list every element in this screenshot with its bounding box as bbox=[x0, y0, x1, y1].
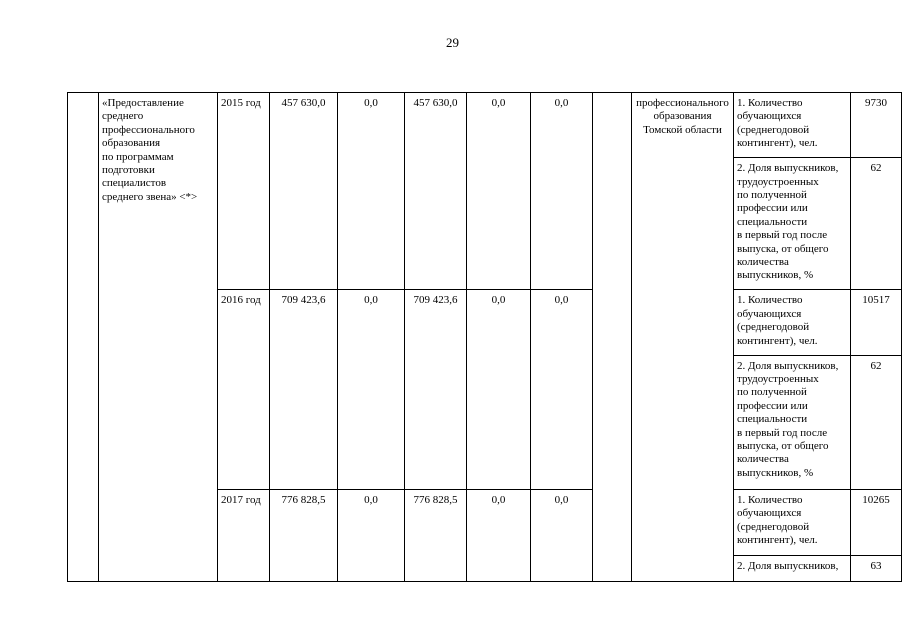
service-line: подготовки bbox=[102, 164, 155, 177]
indicator-line: обучающихся bbox=[737, 307, 802, 320]
table-row bbox=[68, 93, 902, 158]
indicator-line: обучающихся bbox=[737, 110, 802, 123]
responsible-line: профессионального bbox=[636, 97, 729, 109]
indicator-line: 1. Количество bbox=[737, 493, 803, 506]
indicator-line: трудоустроенных bbox=[737, 372, 819, 385]
service-line: среднего звена» <*> bbox=[102, 190, 198, 203]
indicator-cell bbox=[734, 489, 851, 555]
value-cell: 0,0 bbox=[338, 489, 405, 581]
indicator-line: по полученной bbox=[737, 386, 807, 399]
indicator-cell bbox=[734, 158, 851, 290]
empty-cell bbox=[593, 93, 632, 582]
indicator-cell bbox=[734, 355, 851, 489]
total-cell: 776 828,5 bbox=[270, 489, 338, 581]
indicator-value-cell: 62 bbox=[851, 355, 902, 489]
indicator-line: трудоустроенных bbox=[737, 175, 819, 188]
row-number-cell bbox=[68, 93, 99, 582]
page-number: 29 bbox=[446, 35, 459, 50]
indicator-line: выпуска, от общего bbox=[737, 439, 829, 452]
indicator-line: (среднегодовой bbox=[737, 123, 810, 136]
service-line: «Предоставление bbox=[102, 97, 184, 109]
indicator-value-cell: 9730 bbox=[851, 93, 902, 158]
year-cell: 2016 год bbox=[218, 290, 270, 489]
value-cell: 0,0 bbox=[467, 93, 531, 290]
indicator-value-cell: 62 bbox=[851, 158, 902, 290]
indicator-line: выпуска, от общего bbox=[737, 242, 829, 255]
service-line: по программам bbox=[102, 150, 174, 163]
value-cell: 0,0 bbox=[467, 290, 531, 489]
indicator-line: в первый год после bbox=[737, 229, 828, 242]
indicator-cell bbox=[734, 290, 851, 355]
indicator-line: специальности bbox=[737, 215, 808, 228]
indicator-line: контингент), чел. bbox=[737, 534, 818, 546]
indicator-line: контингент), чел. bbox=[737, 334, 818, 347]
indicator-line: 1. Количество bbox=[737, 97, 803, 109]
value-cell: 0,0 bbox=[467, 489, 531, 581]
service-line: образования bbox=[102, 137, 161, 150]
total-cell: 709 423,6 bbox=[270, 290, 338, 489]
indicator-cell bbox=[734, 93, 851, 158]
indicator-value-cell: 10265 bbox=[851, 489, 902, 555]
year-cell: 2017 год bbox=[218, 489, 270, 581]
indicator-value-cell: 10517 bbox=[851, 290, 902, 355]
service-name-cell bbox=[99, 93, 218, 582]
value-cell: 776 828,5 bbox=[405, 489, 467, 581]
indicator-line: контингент), чел. bbox=[737, 137, 818, 150]
value-cell: 0,0 bbox=[531, 489, 593, 581]
service-line: среднего bbox=[102, 110, 144, 123]
value-cell: 0,0 bbox=[531, 93, 593, 290]
indicator-line: выпускников, % bbox=[737, 466, 814, 479]
value-cell: 0,0 bbox=[338, 93, 405, 290]
value-cell: 0,0 bbox=[338, 290, 405, 489]
indicator-line: специальности bbox=[737, 413, 808, 426]
indicator-line: (среднегодовой bbox=[737, 321, 810, 334]
responsible-line: Томской области bbox=[643, 123, 722, 136]
indicator-line: 1. Количество bbox=[737, 294, 803, 307]
service-line: профессионального bbox=[102, 123, 195, 136]
indicator-line: 2. Доля выпускников, bbox=[737, 162, 839, 175]
indicator-line: 2. Доля выпускников, bbox=[737, 359, 839, 372]
responsible-cell bbox=[632, 93, 734, 582]
value-cell: 457 630,0 bbox=[405, 93, 467, 290]
indicator-line: обучающихся bbox=[737, 507, 802, 520]
indicator-cell bbox=[734, 555, 851, 581]
total-cell: 457 630,0 bbox=[270, 93, 338, 290]
indicator-line: профессии или bbox=[737, 202, 808, 215]
indicator-line: количества bbox=[737, 453, 789, 466]
service-line: специалистов bbox=[102, 177, 167, 190]
indicator-value-cell: 63 bbox=[851, 555, 902, 581]
indicator-line: в первый год после bbox=[737, 426, 828, 439]
indicator-line: по полученной bbox=[737, 188, 807, 201]
indicator-line: профессии или bbox=[737, 399, 808, 412]
responsible-line: образования bbox=[653, 110, 712, 123]
value-cell: 709 423,6 bbox=[405, 290, 467, 489]
indicator-line: 2. Доля выпускников, bbox=[737, 559, 839, 572]
indicator-line: (среднегодовой bbox=[737, 520, 810, 533]
value-cell: 0,0 bbox=[531, 290, 593, 489]
indicator-line: выпускников, % bbox=[737, 269, 814, 282]
year-cell: 2015 год bbox=[218, 93, 270, 290]
indicator-line: количества bbox=[737, 255, 789, 268]
program-table bbox=[67, 92, 902, 582]
